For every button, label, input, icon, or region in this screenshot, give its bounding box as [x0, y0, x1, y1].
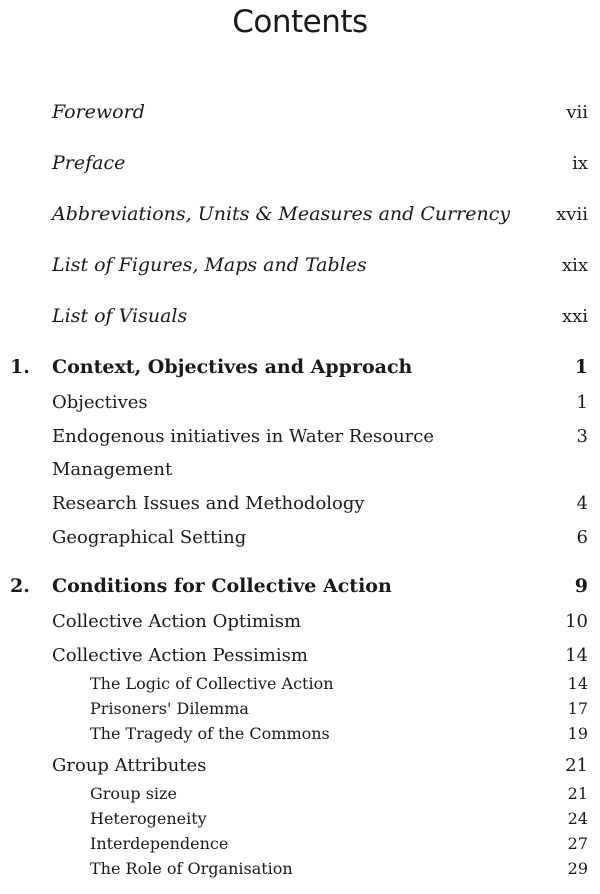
toc-section-entry[interactable]: [52, 611, 588, 632]
section-title: Group Attributes: [52, 755, 207, 776]
toc-page-number: 21: [567, 784, 588, 803]
toc-subsection-entry[interactable]: [90, 674, 588, 693]
section-title: Geographical Setting: [52, 527, 247, 548]
chapter-title: Context, Objectives and Approach: [52, 356, 413, 378]
toc-page-number: 29: [567, 859, 588, 878]
toc-page-number: 14: [565, 645, 588, 666]
toc-page-number: xix: [561, 255, 588, 276]
subsection-title: Prisoners' Dilemma: [90, 699, 249, 718]
toc-page-number: 24: [567, 809, 588, 828]
toc-entry-title: List of Figures, Maps and Tables: [52, 254, 367, 276]
toc-subsection-entry[interactable]: [90, 859, 588, 878]
section-title: Endogenous initiatives in Water Resource: [52, 426, 435, 447]
toc-page-number: 27: [567, 834, 588, 853]
toc-page-number: vii: [566, 102, 588, 123]
toc-page-number: 17: [567, 699, 588, 718]
toc-page-number: 3: [576, 426, 588, 447]
toc-subsection-entry[interactable]: [90, 724, 588, 743]
chapter-title: Conditions for Collective Action: [52, 575, 392, 597]
toc-entry-foreword[interactable]: [52, 101, 588, 123]
toc-entry-title: List of Visuals: [52, 305, 188, 327]
toc-page-number: 1: [576, 392, 588, 413]
toc-entry-preface[interactable]: [52, 152, 588, 174]
section-title: Research Issues and Methodology: [52, 493, 365, 514]
toc-subsection-entry[interactable]: [90, 809, 588, 828]
toc-page-number: 14: [567, 674, 588, 693]
chapter-number: 2.: [10, 575, 30, 597]
page-title: Contents: [232, 4, 368, 40]
toc-page-number: 10: [565, 611, 588, 632]
toc-section-entry[interactable]: [52, 527, 588, 548]
toc-section-entry[interactable]: [52, 392, 588, 413]
toc-section-entry[interactable]: [52, 645, 588, 666]
subsection-title: Heterogeneity: [90, 809, 207, 828]
toc-page-number: 9: [574, 575, 588, 597]
toc-page-number: xvii: [556, 204, 588, 225]
subsection-title: The Tragedy of the Commons: [90, 724, 330, 743]
chapter-number: 1.: [10, 356, 30, 378]
section-title-continued: Management: [52, 459, 173, 480]
toc-entry-title: Foreword: [52, 101, 145, 123]
section-title: Objectives: [52, 392, 148, 413]
toc-page-number: xxi: [561, 306, 588, 327]
toc-page-number: ix: [572, 153, 588, 174]
toc-entry-title: Abbreviations, Units & Measures and Currency: [52, 203, 511, 225]
section-title: Collective Action Optimism: [52, 611, 302, 632]
toc-section-entry[interactable]: [52, 755, 588, 776]
toc-section-entry-continued[interactable]: [52, 459, 588, 480]
toc-section-entry[interactable]: [52, 426, 588, 447]
toc-chapter-2[interactable]: [10, 575, 588, 597]
toc-subsection-entry[interactable]: [90, 784, 588, 803]
toc-entry-abbreviations[interactable]: [52, 203, 588, 225]
toc-subsection-entry[interactable]: [90, 699, 588, 718]
section-title: Collective Action Pessimism: [52, 645, 308, 666]
toc-page-number: 19: [567, 724, 588, 743]
toc-subsection-entry[interactable]: [90, 834, 588, 853]
toc-page-number: 6: [576, 527, 588, 548]
toc-entry-list-of-figures[interactable]: [52, 254, 588, 276]
toc-page-number: 21: [565, 755, 588, 776]
toc-section-entry[interactable]: [52, 493, 588, 514]
toc-chapter-1[interactable]: [10, 356, 588, 378]
toc-page-number: 1: [574, 356, 588, 378]
subsection-title: Group size: [90, 784, 177, 803]
toc-page-number: 4: [576, 493, 588, 514]
subsection-title: The Logic of Collective Action: [90, 674, 334, 693]
subsection-title: The Role of Organisation: [90, 859, 293, 878]
toc-entry-title: Preface: [52, 152, 126, 174]
subsection-title: Interdependence: [90, 834, 229, 853]
toc-entry-list-of-visuals[interactable]: [52, 305, 588, 327]
